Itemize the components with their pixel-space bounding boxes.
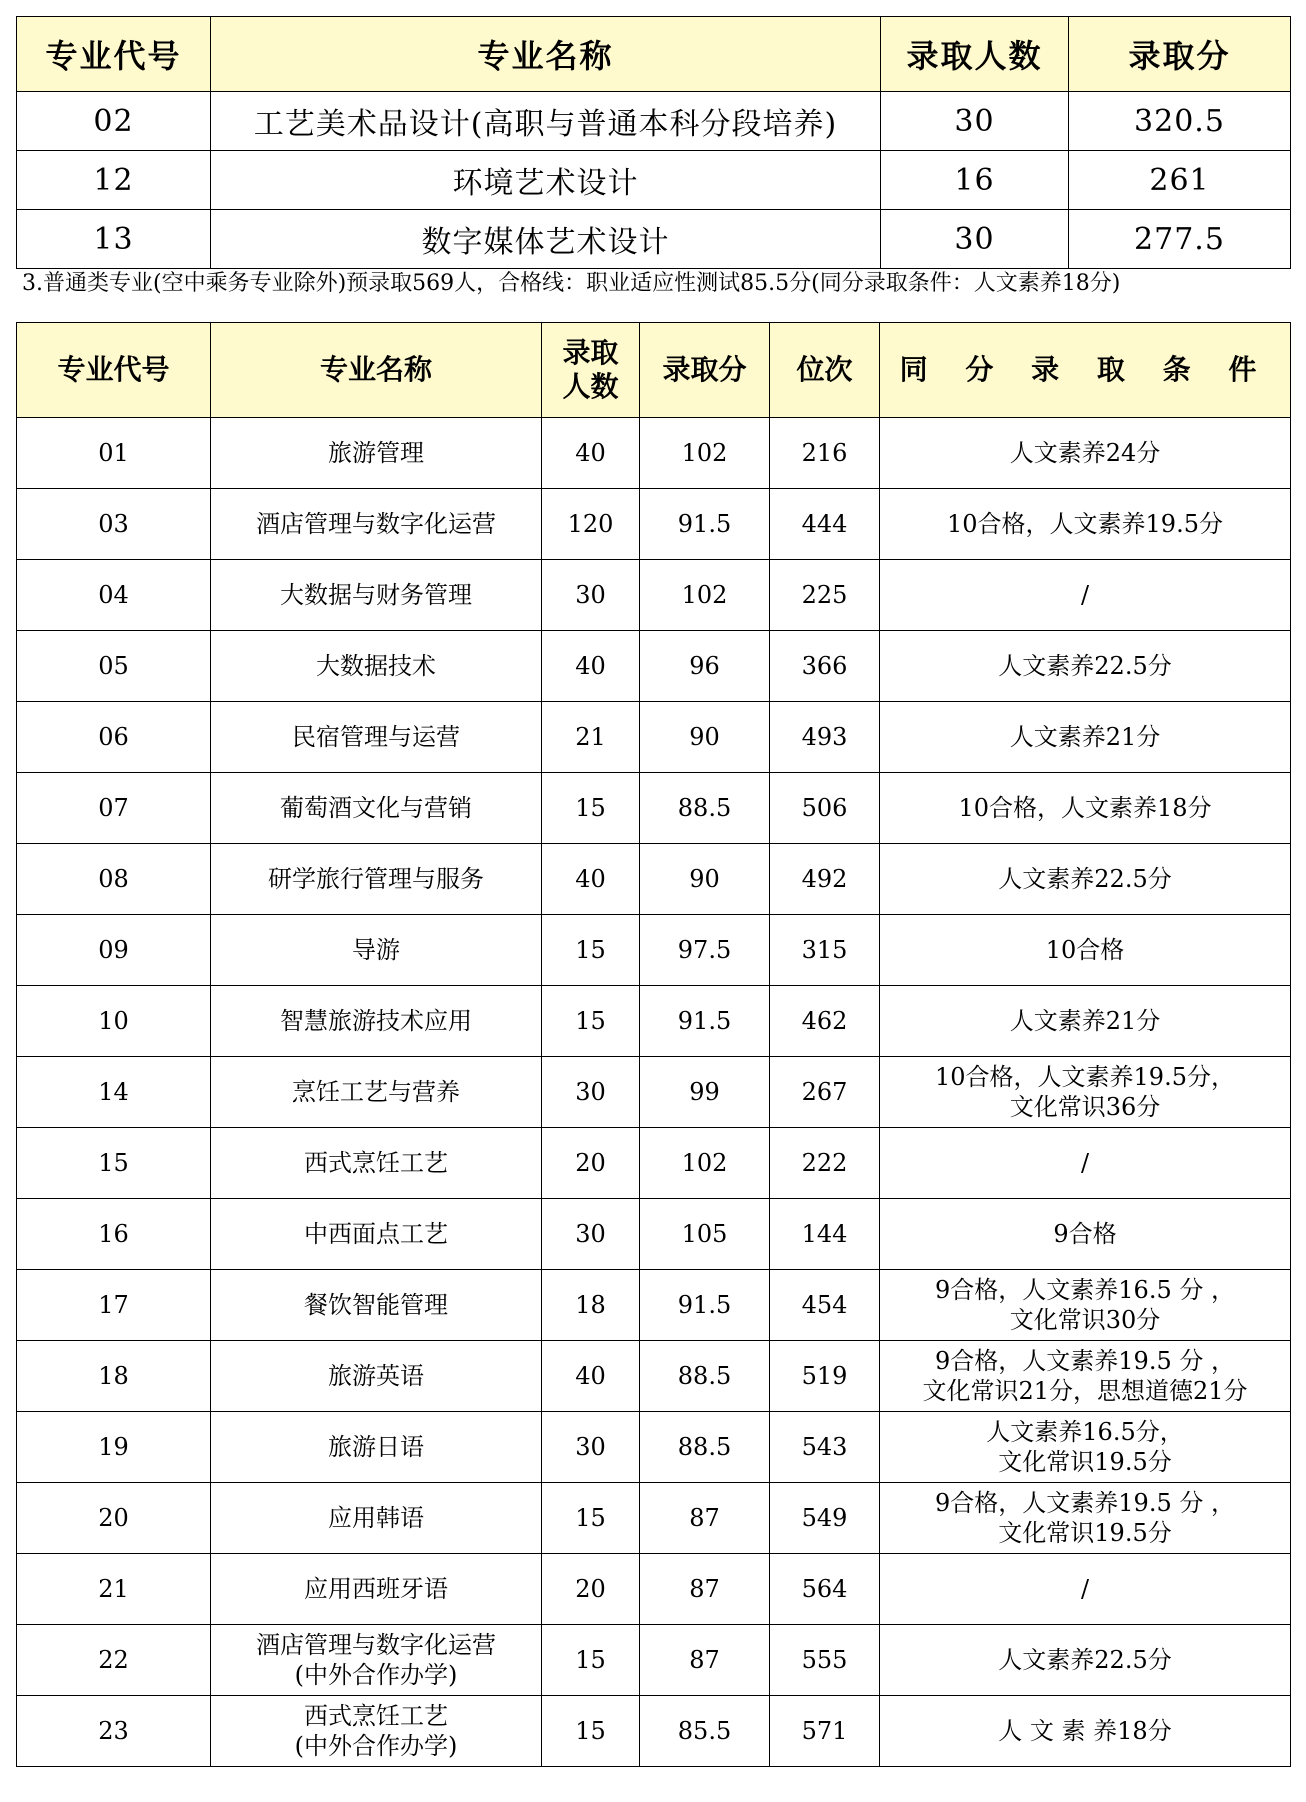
admission-table-art <box>16 16 1291 269</box>
table-cell: 餐饮智能管理 <box>211 1270 542 1341</box>
table-row <box>17 773 1291 844</box>
table-cell: 20 <box>542 1128 640 1199</box>
table-cell: 旅游英语 <box>211 1341 542 1412</box>
table-cell: 04 <box>17 560 211 631</box>
table-cell: 9合格，人文素养19.5 分 ， 文化常识19.5分 <box>880 1483 1291 1554</box>
table-cell: 90 <box>640 844 770 915</box>
table-cell: 16 <box>881 151 1069 210</box>
table-cell: 267 <box>770 1057 880 1128</box>
table-row <box>17 1128 1291 1199</box>
table-cell: 导游 <box>211 915 542 986</box>
column-header: 位次 <box>770 323 880 418</box>
table-cell: 444 <box>770 489 880 560</box>
table-cell: 10 <box>17 986 211 1057</box>
table-row <box>17 844 1291 915</box>
table-header-row <box>17 17 1291 92</box>
table-cell: 91.5 <box>640 1270 770 1341</box>
column-header: 专业代号 <box>17 323 211 418</box>
table-cell: 40 <box>542 844 640 915</box>
table-cell: 15 <box>542 1696 640 1767</box>
table-cell: 261 <box>1069 151 1291 210</box>
table-cell: 10合格 <box>880 915 1291 986</box>
table-cell: 20 <box>17 1483 211 1554</box>
table-cell: 492 <box>770 844 880 915</box>
column-header: 录取人数 <box>881 17 1069 92</box>
table-row <box>17 560 1291 631</box>
table-cell: 30 <box>542 560 640 631</box>
column-header: 同 分 录 取 条 件 <box>880 323 1291 418</box>
table-cell: 人文素养21分 <box>880 702 1291 773</box>
table-cell: 酒店管理与数字化运营 <box>211 489 542 560</box>
table-cell: 85.5 <box>640 1696 770 1767</box>
table-cell: 10合格，人文素养19.5分 <box>880 489 1291 560</box>
table-cell: 22 <box>17 1625 211 1696</box>
column-header: 专业代号 <box>17 17 211 92</box>
table-cell: 555 <box>770 1625 880 1696</box>
table-cell: 222 <box>770 1128 880 1199</box>
column-header: 专业名称 <box>211 323 542 418</box>
table-cell: 20 <box>542 1554 640 1625</box>
table-cell: 9合格，人文素养19.5 分 ， 文化常识21分，思想道德21分 <box>880 1341 1291 1412</box>
table-row <box>17 1057 1291 1128</box>
table-cell: 23 <box>17 1696 211 1767</box>
table-row <box>17 1483 1291 1554</box>
table-cell: 旅游日语 <box>211 1412 542 1483</box>
table-cell: 人文素养22.5分 <box>880 631 1291 702</box>
table-row <box>17 915 1291 986</box>
column-header: 录取分 <box>1069 17 1291 92</box>
table-cell: 15 <box>542 773 640 844</box>
table-cell: 人文素养21分 <box>880 986 1291 1057</box>
table-row <box>17 151 1291 210</box>
table-cell: 酒店管理与数字化运营 (中外合作办学) <box>211 1625 542 1696</box>
table-cell: 06 <box>17 702 211 773</box>
table-cell: 216 <box>770 418 880 489</box>
table-row <box>17 986 1291 1057</box>
table-cell: 15 <box>542 1483 640 1554</box>
table-cell: / <box>880 1128 1291 1199</box>
column-header: 录取分 <box>640 323 770 418</box>
table-cell: 102 <box>640 418 770 489</box>
table-cell: 10合格，人文素养19.5分， 文化常识36分 <box>880 1057 1291 1128</box>
table-cell: 16 <box>17 1199 211 1270</box>
table-cell: 智慧旅游技术应用 <box>211 986 542 1057</box>
table-cell: 88.5 <box>640 1412 770 1483</box>
table-cell: 人文素养16.5分， 文化常识19.5分 <box>880 1412 1291 1483</box>
table-row <box>17 1554 1291 1625</box>
table-cell: 571 <box>770 1696 880 1767</box>
table-cell: 40 <box>542 1341 640 1412</box>
table-cell: 19 <box>17 1412 211 1483</box>
table-cell: 18 <box>542 1270 640 1341</box>
table-cell: 88.5 <box>640 1341 770 1412</box>
table-cell: 87 <box>640 1554 770 1625</box>
table-cell: 144 <box>770 1199 880 1270</box>
table-cell: 30 <box>542 1057 640 1128</box>
column-header: 录取 人数 <box>542 323 640 418</box>
table-cell: 30 <box>881 92 1069 151</box>
table-cell: 环境艺术设计 <box>211 151 881 210</box>
table-row <box>17 1199 1291 1270</box>
table-cell: 91.5 <box>640 986 770 1057</box>
table-cell: 旅游管理 <box>211 418 542 489</box>
table-row <box>17 1412 1291 1483</box>
table-cell: 05 <box>17 631 211 702</box>
table-row <box>17 210 1291 269</box>
table-cell: 90 <box>640 702 770 773</box>
table-cell: 大数据技术 <box>211 631 542 702</box>
admission-table-general <box>16 322 1291 1767</box>
table-cell: 97.5 <box>640 915 770 986</box>
table-cell: 277.5 <box>1069 210 1291 269</box>
table-cell: 人 文 素 养18分 <box>880 1696 1291 1767</box>
table-cell: 08 <box>17 844 211 915</box>
table-row <box>17 631 1291 702</box>
table-cell: 320.5 <box>1069 92 1291 151</box>
table-cell: 西式烹饪工艺 (中外合作办学) <box>211 1696 542 1767</box>
table-cell: 315 <box>770 915 880 986</box>
table-cell: 102 <box>640 1128 770 1199</box>
table-cell: 07 <box>17 773 211 844</box>
table-cell: 506 <box>770 773 880 844</box>
table-cell: 519 <box>770 1341 880 1412</box>
table-cell: 30 <box>542 1199 640 1270</box>
table-cell: 15 <box>542 986 640 1057</box>
table-cell: 15 <box>17 1128 211 1199</box>
admission-note: 3.普通类专业(空中乘务专业除外)预录取569人，合格线：职业适应性测试85.5分(同分录取条件：人文素养18分) <box>22 271 1121 296</box>
table-cell: 96 <box>640 631 770 702</box>
table-cell: 17 <box>17 1270 211 1341</box>
table-cell: 30 <box>542 1412 640 1483</box>
table-cell: 人文素养22.5分 <box>880 1625 1291 1696</box>
table-cell: 549 <box>770 1483 880 1554</box>
table-cell: 30 <box>881 210 1069 269</box>
table-row <box>17 1341 1291 1412</box>
table-row <box>17 702 1291 773</box>
table-cell: 105 <box>640 1199 770 1270</box>
column-header: 专业名称 <box>211 17 881 92</box>
table-cell: 应用西班牙语 <box>211 1554 542 1625</box>
table-cell: 9合格，人文素养16.5 分 ， 文化常识30分 <box>880 1270 1291 1341</box>
table-cell: 366 <box>770 631 880 702</box>
table-cell: 西式烹饪工艺 <box>211 1128 542 1199</box>
table-header-row <box>17 323 1291 418</box>
table-cell: 13 <box>17 210 211 269</box>
table-cell: 40 <box>542 631 640 702</box>
table-row <box>17 1696 1291 1767</box>
table-cell: 12 <box>17 151 211 210</box>
table-cell: 87 <box>640 1483 770 1554</box>
table-cell: 02 <box>17 92 211 151</box>
table-cell: 研学旅行管理与服务 <box>211 844 542 915</box>
table-row <box>17 489 1291 560</box>
table-cell: 40 <box>542 418 640 489</box>
table-cell: 14 <box>17 1057 211 1128</box>
table-cell: 15 <box>542 1625 640 1696</box>
table-cell: 543 <box>770 1412 880 1483</box>
table-cell: 民宿管理与运营 <box>211 702 542 773</box>
table-cell: 数字媒体艺术设计 <box>211 210 881 269</box>
table-cell: 葡萄酒文化与营销 <box>211 773 542 844</box>
table-cell: / <box>880 560 1291 631</box>
table-cell: 120 <box>542 489 640 560</box>
table-cell: 烹饪工艺与营养 <box>211 1057 542 1128</box>
table-cell: 15 <box>542 915 640 986</box>
table-cell: 91.5 <box>640 489 770 560</box>
table-cell: 21 <box>542 702 640 773</box>
table-cell: 21 <box>17 1554 211 1625</box>
table-cell: 人文素养22.5分 <box>880 844 1291 915</box>
table-cell: 454 <box>770 1270 880 1341</box>
table-cell: 99 <box>640 1057 770 1128</box>
table-row <box>17 418 1291 489</box>
table-cell: 88.5 <box>640 773 770 844</box>
table-cell: 01 <box>17 418 211 489</box>
table-cell: 564 <box>770 1554 880 1625</box>
table-cell: 大数据与财务管理 <box>211 560 542 631</box>
table-cell: 493 <box>770 702 880 773</box>
table-cell: 应用韩语 <box>211 1483 542 1554</box>
table-cell: 87 <box>640 1625 770 1696</box>
table-cell: / <box>880 1554 1291 1625</box>
table-cell: 10合格，人文素养18分 <box>880 773 1291 844</box>
table-cell: 9合格 <box>880 1199 1291 1270</box>
table-cell: 18 <box>17 1341 211 1412</box>
table-row <box>17 1270 1291 1341</box>
table-cell: 中西面点工艺 <box>211 1199 542 1270</box>
table-cell: 462 <box>770 986 880 1057</box>
table-cell: 09 <box>17 915 211 986</box>
table-cell: 工艺美术品设计(高职与普通本科分段培养) <box>211 92 881 151</box>
table-cell: 03 <box>17 489 211 560</box>
table-cell: 102 <box>640 560 770 631</box>
table-cell: 225 <box>770 560 880 631</box>
table-row <box>17 92 1291 151</box>
table-cell: 人文素养24分 <box>880 418 1291 489</box>
table-row <box>17 1625 1291 1696</box>
